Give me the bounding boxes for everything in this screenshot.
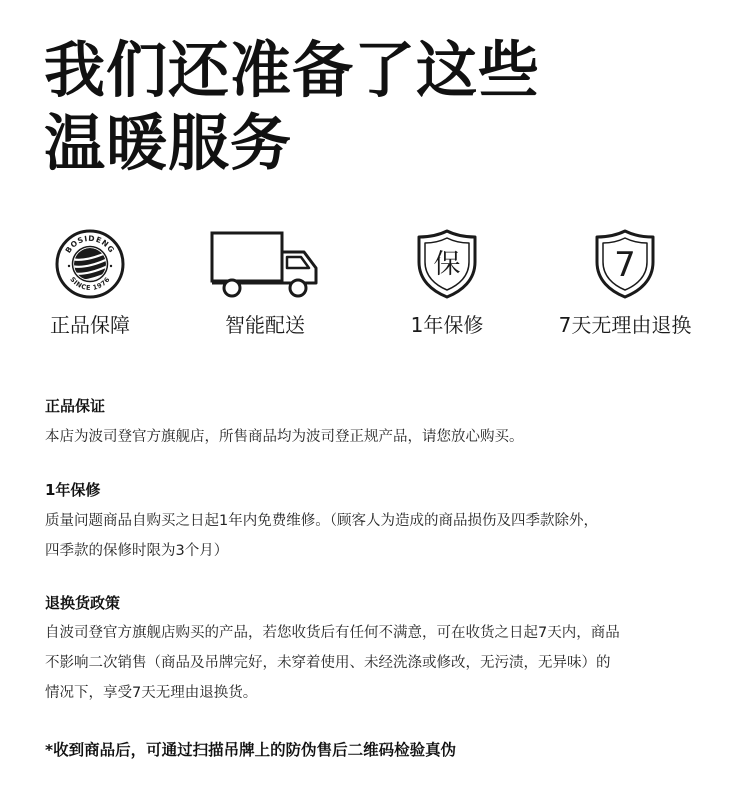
- shield-seven-glyph: 7: [614, 245, 636, 285]
- shield-bao-icon: [362, 228, 532, 300]
- section-line: 四季款的保修时限为3个月）: [45, 543, 229, 559]
- service-label-warranty: 1年保修: [410, 313, 484, 337]
- section-title-returns: 退换货政策: [45, 594, 121, 612]
- service-icons-row: [0, 228, 750, 348]
- delivery-truck-icon: [180, 228, 350, 300]
- shield-bao-glyph: 保: [433, 249, 461, 280]
- section-line: 本店为波司登官方旗舰店，所售商品均为波司登正规产品，请您放心购买。: [45, 429, 524, 445]
- section-body-warranty: [45, 506, 705, 566]
- section-body-returns: [45, 618, 705, 708]
- service-warranty: [362, 228, 532, 338]
- section-title-authentic: 正品保证: [45, 397, 106, 415]
- service-label-returns: 7天无理由退换: [558, 313, 692, 337]
- shield-seven-icon: [540, 228, 710, 300]
- section-line: 自波司登官方旗舰店购买的产品，若您收货后有任何不满意，可在收货之日起7天内，商品: [45, 625, 620, 641]
- bosideng-seal-icon: [5, 228, 175, 300]
- headline-line-1: 我们还准备了这些: [44, 35, 541, 106]
- section-line: 情况下，享受7天无理由退换货。: [45, 685, 258, 701]
- service-label-authentic: 正品保障: [50, 313, 130, 337]
- section-title-warranty: 1年保修: [45, 481, 101, 499]
- service-label-delivery: 智能配送: [225, 313, 305, 337]
- service-delivery: [180, 228, 350, 338]
- section-line: 不影响二次销售（商品及吊牌完好，未穿着使用、未经洗涤或修改，无污渍，无异味）的: [45, 655, 611, 671]
- badge-brand-text: BOSIDENG: [63, 233, 117, 255]
- badge-since-text: SINCE 1976: [68, 275, 112, 293]
- anti-counterfeit-notice: *收到商品后，可通过扫描吊牌上的防伪售后二维码检验真伪: [45, 741, 457, 759]
- service-returns: [540, 228, 710, 338]
- section-line: 质量问题商品自购买之日起1年内免费维修。（顾客人为造成的商品损伤及四季款除外，: [45, 513, 598, 529]
- section-body-authentic: [45, 422, 705, 452]
- page-headline: [44, 34, 540, 180]
- headline-line-2: 温暖服务: [44, 108, 293, 179]
- service-authentic: [5, 228, 175, 338]
